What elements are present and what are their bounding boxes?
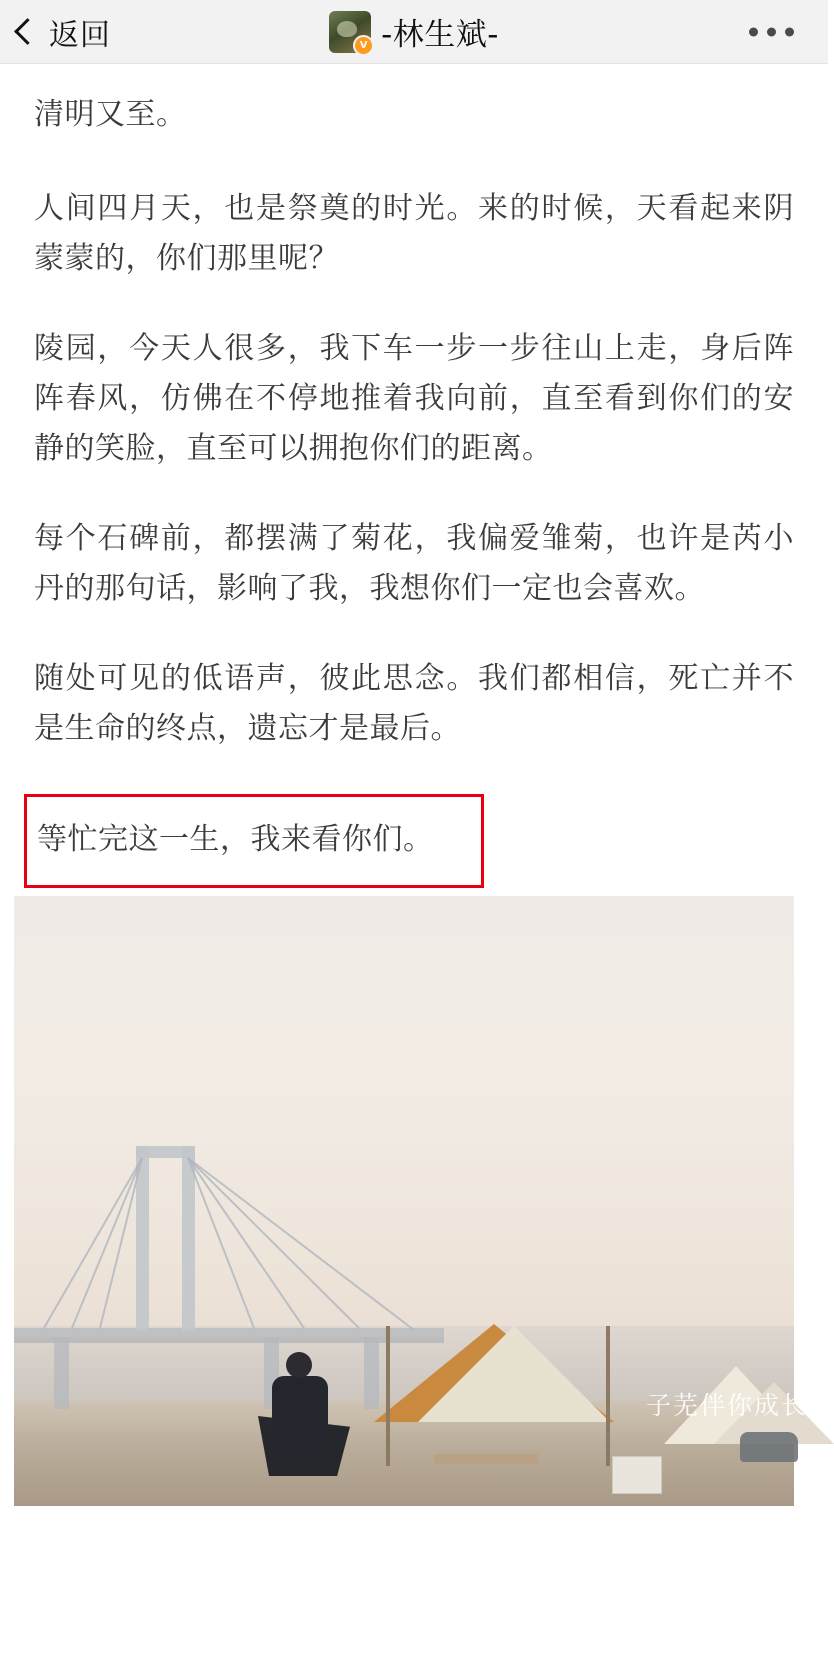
nav-title-area	[0, 0, 828, 63]
tent-pole	[386, 1326, 390, 1466]
article-paragraph: 人间四月天，也是祭奠的时光。来的时候，天看起来阴蒙蒙的，你们那里呢？	[34, 191, 794, 276]
tent-canopy-beige	[418, 1326, 610, 1422]
watermark-bottom: 子芜伴你成长	[645, 1391, 808, 1420]
camp-table	[434, 1454, 538, 1464]
more-dot	[767, 27, 776, 36]
back-button[interactable]	[18, 10, 111, 54]
page-title: -林生斌-	[381, 17, 499, 53]
avatar[interactable]	[329, 11, 371, 53]
more-options-icon[interactable]	[749, 27, 794, 36]
navigation-bar	[0, 0, 828, 64]
article-paragraph: 陵园，今天人很多，我下车一步一步往山上走，身后阵阵春风，仿佛在不停地推着我向前，直至看到你们的安静的笑脸，直至可以拥抱你们的距离。	[34, 331, 794, 466]
article-body	[0, 64, 828, 888]
watermark-top: 子芜伴你成长	[626, 1640, 776, 1666]
verified-badge-icon: V	[353, 35, 374, 56]
highlighted-paragraph: 等忙完这一生，我来看你们。	[24, 794, 484, 888]
camp-cooler-box	[612, 1456, 662, 1494]
article-paragraph: 清明又至。	[34, 97, 187, 132]
article-paragraph: 每个石碑前，都摆满了菊花，我偏爱雏菊，也许是芮小丹的那句话，影响了我，我想你们一定也会喜欢。	[34, 521, 794, 606]
chevron-left-icon	[14, 18, 41, 45]
person-head	[286, 1352, 312, 1378]
more-dot	[785, 27, 794, 36]
tent-pole	[606, 1326, 610, 1466]
article-paragraph: 随处可见的低语声，彼此思念。我们都相信，死亡并不是生命的终点，遗忘才是最后。	[34, 661, 794, 746]
person-body	[272, 1376, 328, 1450]
parked-car	[740, 1432, 798, 1462]
back-button-label: 返回	[49, 17, 111, 53]
more-dot	[749, 27, 758, 36]
